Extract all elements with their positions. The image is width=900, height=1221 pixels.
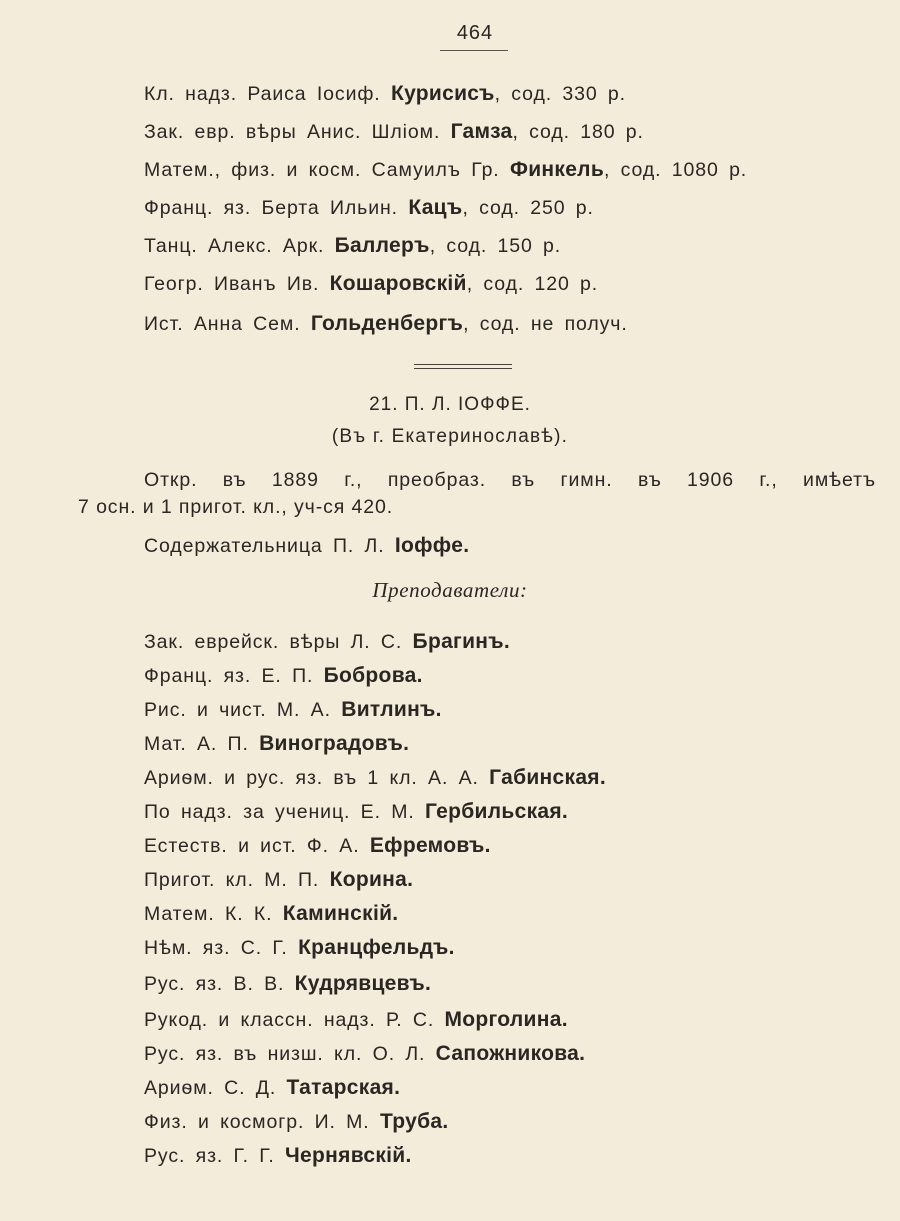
entry-surname: Гольденбергъ (310, 312, 464, 335)
teacher-text: Естеств. и ист. Ф. А. (144, 835, 360, 857)
entry-line (144, 272, 598, 296)
teacher-text: Пригот. кл. М. П. (144, 869, 320, 891)
entry-surname: Кошаровскій (329, 272, 467, 295)
entry-salary: , сод. 150 р. (429, 235, 562, 257)
teacher-line (144, 732, 409, 756)
entry-salary: , сод. 250 р. (462, 197, 594, 219)
owner-line (144, 534, 469, 558)
teacher-surname: Каминскій. (282, 902, 399, 925)
teacher-surname: Ефремовъ. (369, 834, 491, 857)
teacher-text: Рис. и чист. М. А. (144, 699, 331, 721)
teacher-line (144, 834, 491, 858)
section-subheading: (Въ г. Екатеринославѣ). (331, 426, 569, 447)
entry-line (144, 312, 628, 336)
entry-salary: , сод. не получ. (463, 313, 628, 335)
teacher-surname: Кранцфельдъ. (298, 936, 455, 959)
entry-line (144, 120, 644, 144)
teacher-line (144, 664, 423, 688)
section-paragraph-line2: 7 осн. и 1 пригот. кл., уч-ся 420. (78, 496, 394, 518)
entry-line (144, 158, 747, 182)
teacher-line (144, 1144, 412, 1168)
teacher-surname: Татарская. (286, 1076, 401, 1099)
teacher-text: Физ. и космогр. И. М. (144, 1111, 370, 1133)
teacher-text: Рус. яз. В. В. (144, 973, 285, 995)
teacher-line (144, 630, 510, 654)
entry-text: Танц. Алекс. Арк. (144, 235, 325, 257)
teacher-surname: Витлинъ. (341, 698, 442, 721)
teacher-surname: Корина. (329, 868, 414, 891)
teacher-text: Зак. еврейск. вѣры Л. С. (144, 631, 403, 653)
entry-surname: Кацъ (408, 196, 463, 219)
owner-text: Содержательница П. Л. (144, 535, 385, 557)
teacher-text: Ариѳм. и рус. яз. въ 1 кл. А. А. (144, 767, 479, 789)
teacher-text: По надз. за учениц. Е. М. (144, 801, 415, 823)
teacher-line (144, 972, 431, 996)
teacher-line (144, 1042, 585, 1066)
entry-surname: Баллеръ (334, 234, 430, 257)
teacher-line (144, 1076, 400, 1100)
teacher-line (144, 868, 413, 892)
teacher-surname: Морголина. (444, 1008, 568, 1031)
teacher-surname: Кудрявцевъ. (294, 972, 432, 995)
section-paragraph-line1: Откр. въ 1889 г., преобраз. въ гимн. въ 1906 г., имѣетъ (144, 469, 876, 491)
entry-salary: , сод. 330 р. (494, 83, 626, 105)
page-number-rule (440, 50, 508, 51)
teacher-surname: Брагинъ. (412, 630, 511, 653)
teacher-text: Нѣм. яз. С. Г. (144, 937, 288, 959)
teacher-surname: Сапожникова. (435, 1042, 586, 1065)
entry-salary: , сод. 120 р. (466, 273, 599, 295)
teacher-line (144, 1008, 568, 1032)
teacher-text: Франц. яз. Е. П. (144, 665, 314, 687)
teacher-line (144, 1110, 448, 1134)
teacher-surname: Гербильская. (425, 800, 569, 823)
teacher-text: Рус. яз. Г. Г. (144, 1145, 275, 1167)
teacher-line (144, 698, 442, 722)
teacher-line (144, 800, 568, 824)
entry-surname: Финкель (509, 158, 605, 181)
entry-line (144, 196, 594, 220)
teacher-surname: Труба. (379, 1110, 449, 1133)
teacher-text: Мат. А. П. (144, 733, 249, 755)
owner-name: Іоффе. (394, 534, 470, 557)
entry-text: Франц. яз. Берта Ильин. (144, 197, 398, 219)
entry-text: Матем., физ. и косм. Самуилъ Гр. (144, 159, 500, 181)
teacher-surname: Виноградовъ. (259, 732, 410, 755)
teacher-surname: Чернявскій. (285, 1144, 412, 1167)
entry-surname: Гамза (450, 120, 513, 143)
section-divider (414, 364, 512, 369)
teacher-line (144, 766, 606, 790)
entry-salary: , сод. 180 р. (512, 121, 644, 143)
section-heading: 21. П. Л. ІОФФЕ. (369, 394, 531, 415)
teacher-surname: Боброва. (323, 664, 423, 687)
entry-surname: Курисисъ (390, 82, 495, 105)
entry-text: Зак. евр. вѣры Анис. Шліом. (144, 121, 441, 143)
teachers-heading: Преподаватели: (372, 578, 528, 602)
teacher-line (144, 902, 398, 926)
entry-line (144, 234, 561, 258)
page-number: 464 (456, 22, 494, 44)
entry-salary: , сод. 1080 р. (604, 159, 748, 181)
teacher-text: Рукод. и классн. надз. Р. С. (144, 1009, 435, 1031)
teacher-text: Рус. яз. въ низш. кл. О. Л. (144, 1043, 426, 1065)
entry-line (144, 82, 626, 106)
entry-text: Ист. Анна Сем. (144, 313, 301, 335)
teacher-text: Матем. К. К. (144, 903, 273, 925)
teacher-surname: Габинская. (489, 766, 606, 789)
entry-text: Геогр. Иванъ Ив. (144, 273, 320, 295)
entry-text: Кл. надз. Раиса Іосиф. (144, 83, 381, 105)
teacher-line (144, 936, 455, 960)
teacher-text: Ариѳм. С. Д. (144, 1077, 277, 1099)
